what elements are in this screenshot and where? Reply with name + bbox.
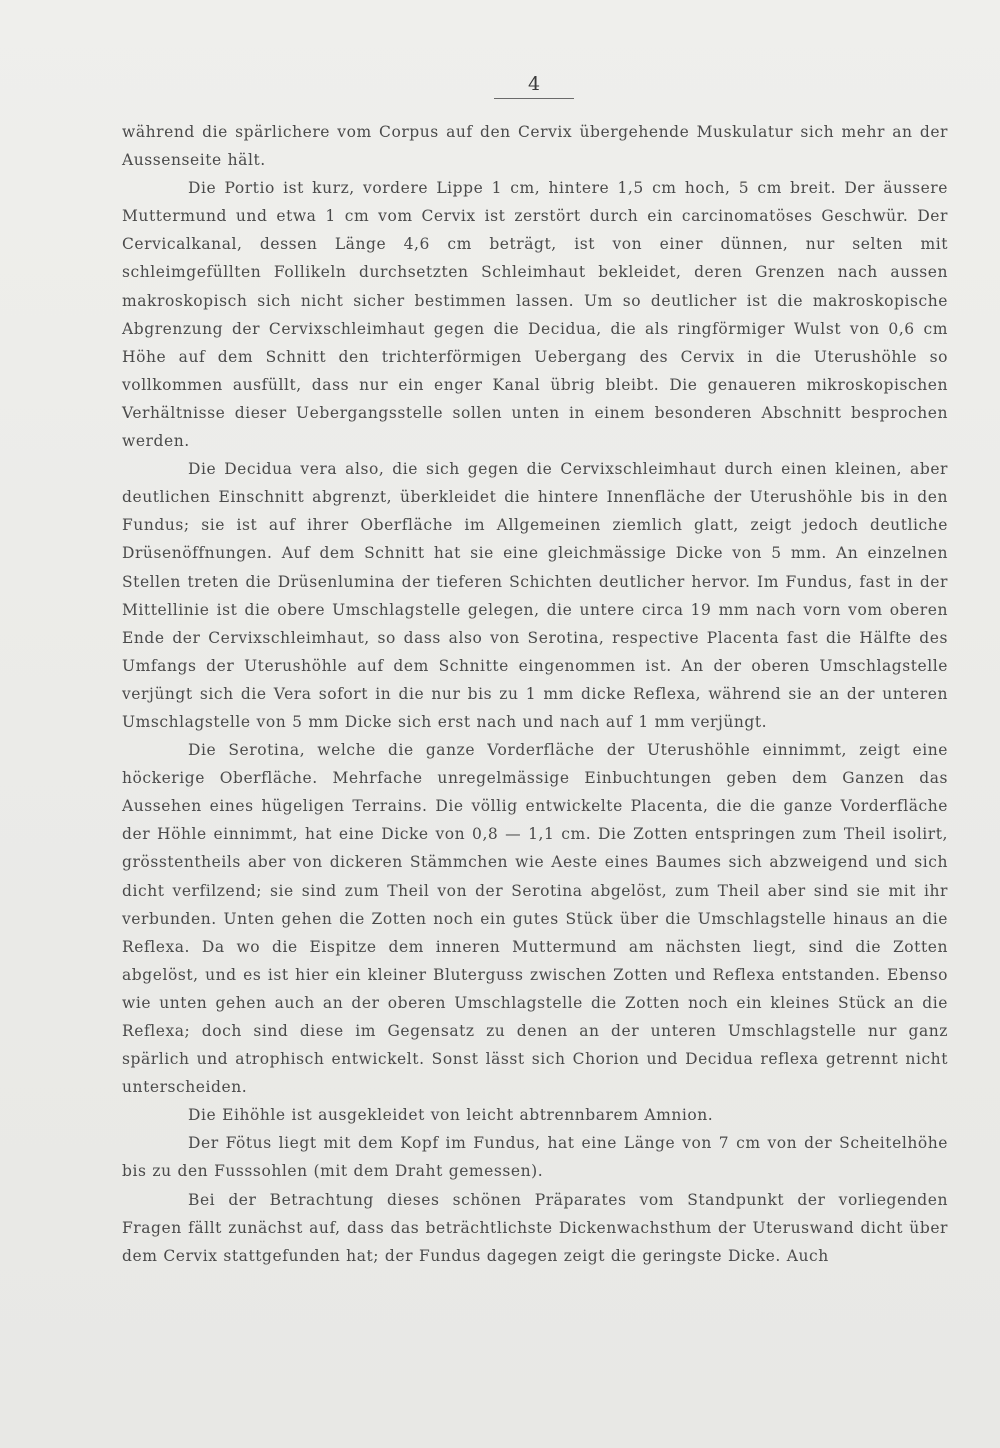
paragraph-eihoehle: Die Eihöhle ist ausgekleidet von leicht abtrennbarem Amnion. [188,1106,714,1125]
paragraph-foetus: Der Fötus liegt mit dem Kopf im Fundus, hat eine Länge von 7 cm von der Scheitelhöhe bis zu den Fusssohlen (mit dem Draht gemessen). [122,1134,948,1181]
paragraph-betrachtung: Bei der Betrachtung dieses schönen Präparates vom Standpunkt der vorliegenden Fragen fällt zunächst auf, dass das beträchtlichste Dickenwachsthum der Uteruswand dicht über dem Cervix stattgefunden hat; der Fundus dagegen zeigt die geringste Dicke. Auch [122,1190,948,1265]
page-number-rule [494,98,574,99]
paragraph-continuation: während die spärlichere vom Corpus auf den Cervix übergehende Muskulatur sich mehr an der Aussenseite hält. [122,123,948,170]
body-text [122,118,948,1270]
page-number: 4 [527,73,541,95]
paragraph-serotina: Die Serotina, welche die ganze Vorderfläche der Uterushöhle einnimmt, zeigt eine höckerige Oberfläche. Mehrfache unregelmässige Einbuchtungen geben dem Ganzen das Aussehen eines hügeligen Terrains. Die völlig entwickelte Placenta, die die ganze Vorderfläche der Höhle einnimmt, hat eine Dicke von 0,8 — 1,1 cm. Die Zotten entspringen zum Theil isolirt, grösstentheils aber von dickeren Stämmchen wie Aeste eines Baumes sich abzweigend und sich dicht verfilzend; sie sind zum Theil von der Serotina abgelöst, zum Theil aber sind sie mit ihr verbunden. Unten gehen die Zotten noch ein gutes Stück über die Umschlagstelle hinaus an die Reflexa. Da wo die Eispitze dem inneren Muttermund am nächsten liegt, sind die Zotten abgelöst, und es ist hier ein kleiner Bluterguss zwischen Zotten und Reflexa entstanden. Ebenso wie unten gehen auch an der oberen Umschlagstelle die Zotten noch ein kleines Stück an die Reflexa; doch sind diese im Gegensatz zu denen an der unteren Umschlagstelle nur ganz spärlich und atrophisch entwickelt. Sonst lässt sich Chorion und Decidua reflexa getrennt nicht unterscheiden. [122,741,948,1097]
paragraph-portio: Die Portio ist kurz, vordere Lippe 1 cm, hintere 1,5 cm hoch, 5 cm breit. Der äussere Muttermund und etwa 1 cm vom Cervix ist zerstört durch ein carcinomatöses Geschwür. Der Cervicalkanal, dessen Länge 4,6 cm beträgt, ist von einer dünnen, nur selten mit schleimgefüllten Follikeln durchsetzten Schleimhaut bekleidet, deren Grenzen nach aussen makroskopisch sich nicht sicher bestimmen lassen. Um so deutlicher ist die makroskopische Abgrenzung der Cervixschleimhaut gegen die Decidua, die als ringförmiger Wulst von 0,6 cm Höhe auf dem Schnitt den trichterförmigen Uebergang des Cervix in die Uterushöhle so vollkommen ausfüllt, dass nur ein enger Kanal übrig bleibt. Die genaueren mikroskopischen Verhältnisse dieser Uebergangsstelle sollen unten in einem besonderen Abschnitt besprochen werden. [122,179,948,451]
paragraph-decidua-vera: Die Decidua vera also, die sich gegen die Cervixschleimhaut durch einen kleinen, aber deutlichen Einschnitt abgrenzt, überkleidet die hintere Innenfläche der Uterushöhle bis in den Fundus; sie ist auf ihrer Oberfläche im Allgemeinen ziemlich glatt, zeigt jedoch deutliche Drüsenöffnungen. Auf dem Schnitt hat sie eine gleichmässige Dicke von 5 mm. An einzelnen Stellen treten die Drüsenlumina der tieferen Schichten deutlicher hervor. Im Fundus, fast in der Mittellinie ist die obere Umschlagstelle gelegen, die untere circa 19 mm nach vorn vom oberen Ende der Cervixschleimhaut, so dass also von Serotina, respective Placenta fast die Hälfte des Umfangs der Uterushöhle auf dem Schnitte eingenommen ist. An der oberen Umschlagstelle verjüngt sich die Vera sofort in die nur bis zu 1 mm dicke Reflexa, während sie an der unteren Umschlagstelle von 5 mm Dicke sich erst nach und nach auf 1 mm verjüngt. [122,460,948,731]
